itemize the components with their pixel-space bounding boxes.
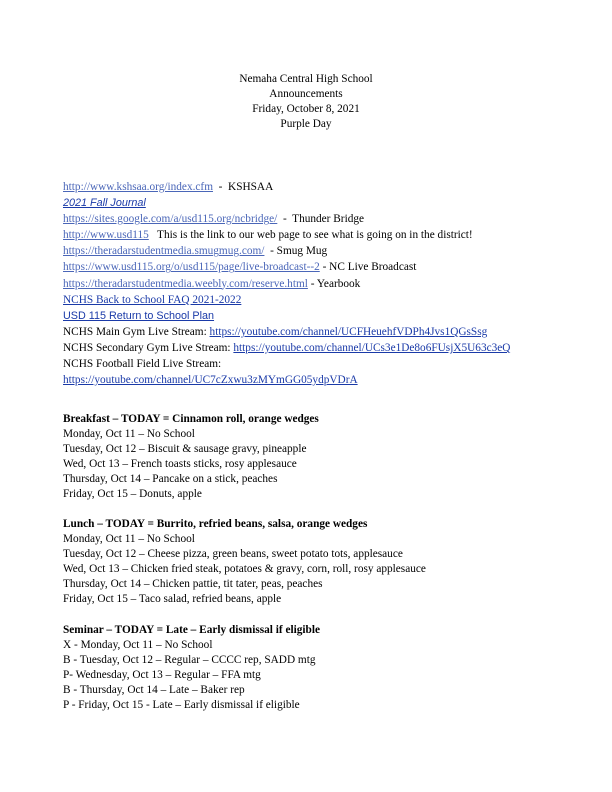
yearbook-link[interactable]: https://theradarstudentmedia.weebly.com/reserve.html bbox=[63, 277, 308, 290]
seminar-title: Seminar – TODAY = Late – Early dismissal if eligible bbox=[63, 624, 320, 636]
list-item: Wed, Oct 13 – Chicken fried steak, potatoes & gravy, corn, roll, rosy applesauce bbox=[63, 563, 426, 576]
breakfast-menu bbox=[63, 412, 319, 503]
list-item: Monday, Oct 11 – No School bbox=[63, 428, 195, 441]
back-to-school-faq-link[interactable]: NCHS Back to School FAQ 2021-2022 bbox=[63, 293, 242, 306]
link-row-usd115 bbox=[63, 227, 510, 243]
lunch-menu bbox=[63, 517, 426, 608]
usd115-desc: This is the link to our web page to see what is going on in the district! bbox=[148, 229, 473, 242]
smugmug-link[interactable]: https://theradarstudentmedia.smugmug.com/ bbox=[63, 245, 265, 258]
link-row-main-gym bbox=[63, 324, 510, 340]
secondary-gym-stream-link[interactable]: https://youtube.com/channel/UCs3e1De8o6FUsjX5U63c3eQ bbox=[233, 341, 511, 354]
thunder-bridge-separator: - bbox=[277, 213, 293, 226]
main-gym-stream-link[interactable]: https://youtube.com/channel/UCFHeuehfVDPh4Jvs1QGsSsg bbox=[209, 325, 488, 338]
secondary-gym-label: NCHS Secondary Gym Live Stream: bbox=[63, 341, 234, 354]
day-color: Purple Day bbox=[280, 118, 332, 130]
list-item: P - Friday, Oct 15 - Late – Early dismissal if eligible bbox=[63, 699, 300, 712]
smugmug-desc: - Smug Mug bbox=[264, 245, 328, 258]
main-gym-label: NCHS Main Gym Live Stream: bbox=[63, 325, 210, 338]
thunder-bridge-link[interactable]: https://sites.google.com/a/usd115.org/ncbridge/ bbox=[63, 213, 278, 226]
link-row-smugmug bbox=[63, 243, 510, 259]
announcement-date: Friday, October 8, 2021 bbox=[252, 103, 360, 115]
kshsaa-separator: - bbox=[212, 181, 229, 193]
list-item: Tuesday, Oct 12 – Biscuit & sausage gravy, pineapple bbox=[63, 443, 307, 456]
return-to-school-plan-link[interactable]: USD 115 Return to School Plan bbox=[63, 309, 215, 322]
list-item: Thursday, Oct 14 – Chicken pattie, tit tater, peas, peaches bbox=[63, 578, 323, 591]
link-row-live-broadcast bbox=[63, 259, 510, 275]
link-row-football-label bbox=[63, 356, 510, 372]
link-row-football-url bbox=[63, 372, 510, 388]
fall-journal-link[interactable]: 2021 Fall Journal bbox=[63, 197, 146, 210]
live-broadcast-desc: - NC Live Broadcast bbox=[319, 261, 417, 274]
list-item: B - Thursday, Oct 14 – Late – Baker rep bbox=[63, 684, 245, 697]
link-row-kshsaa bbox=[63, 179, 510, 195]
kshsaa-link[interactable]: http://www.kshsaa.org/index.cfm bbox=[63, 181, 213, 193]
links-list bbox=[63, 179, 510, 388]
link-row-fall-journal bbox=[63, 195, 510, 211]
document-title: Announcements bbox=[269, 88, 343, 100]
link-row-thunder-bridge bbox=[63, 211, 510, 227]
football-field-label: NCHS Football Field Live Stream: bbox=[63, 358, 222, 371]
list-item: Friday, Oct 15 – Donuts, apple bbox=[63, 488, 202, 501]
thunder-bridge-desc: Thunder Bridge bbox=[292, 213, 365, 226]
usd115-link[interactable]: http://www.usd115 bbox=[63, 229, 149, 242]
football-field-stream-link[interactable]: https://youtube.com/channel/UC7cZxwu3zMYmGG05ydpVDrA bbox=[63, 374, 358, 387]
list-item: Wed, Oct 13 – French toasts sticks, rosy applesauce bbox=[63, 458, 297, 471]
school-name: Nemaha Central High School bbox=[239, 73, 373, 85]
link-row-yearbook bbox=[63, 276, 510, 292]
link-row-faq bbox=[63, 292, 510, 308]
lunch-title: Lunch – TODAY = Burrito, refried beans, salsa, orange wedges bbox=[63, 518, 368, 530]
live-broadcast-link[interactable]: https://www.usd115.org/o/usd115/page/live-broadcast--2 bbox=[63, 261, 320, 274]
list-item: X - Monday, Oct 11 – No School bbox=[63, 639, 213, 652]
kshsaa-desc: KSHSAA bbox=[228, 181, 274, 193]
breakfast-title: Breakfast – TODAY = Cinnamon roll, orange wedges bbox=[63, 413, 319, 425]
yearbook-desc: - Yearbook bbox=[307, 277, 361, 290]
list-item: Friday, Oct 15 – Taco salad, refried beans, apple bbox=[63, 593, 282, 606]
link-row-secondary-gym bbox=[63, 340, 510, 356]
list-item: B - Tuesday, Oct 12 – Regular – CCCC rep, SADD mtg bbox=[63, 654, 316, 667]
link-row-return-plan bbox=[63, 308, 510, 324]
list-item: P- Wednesday, Oct 13 – Regular – FFA mtg bbox=[63, 669, 261, 682]
list-item: Thursday, Oct 14 – Pancake on a stick, peaches bbox=[63, 473, 278, 486]
list-item: Monday, Oct 11 – No School bbox=[63, 533, 195, 546]
seminar-schedule bbox=[63, 623, 320, 714]
announcement-header bbox=[0, 72, 612, 132]
list-item: Tuesday, Oct 12 – Cheese pizza, green beans, sweet potato tots, applesauce bbox=[63, 548, 403, 561]
